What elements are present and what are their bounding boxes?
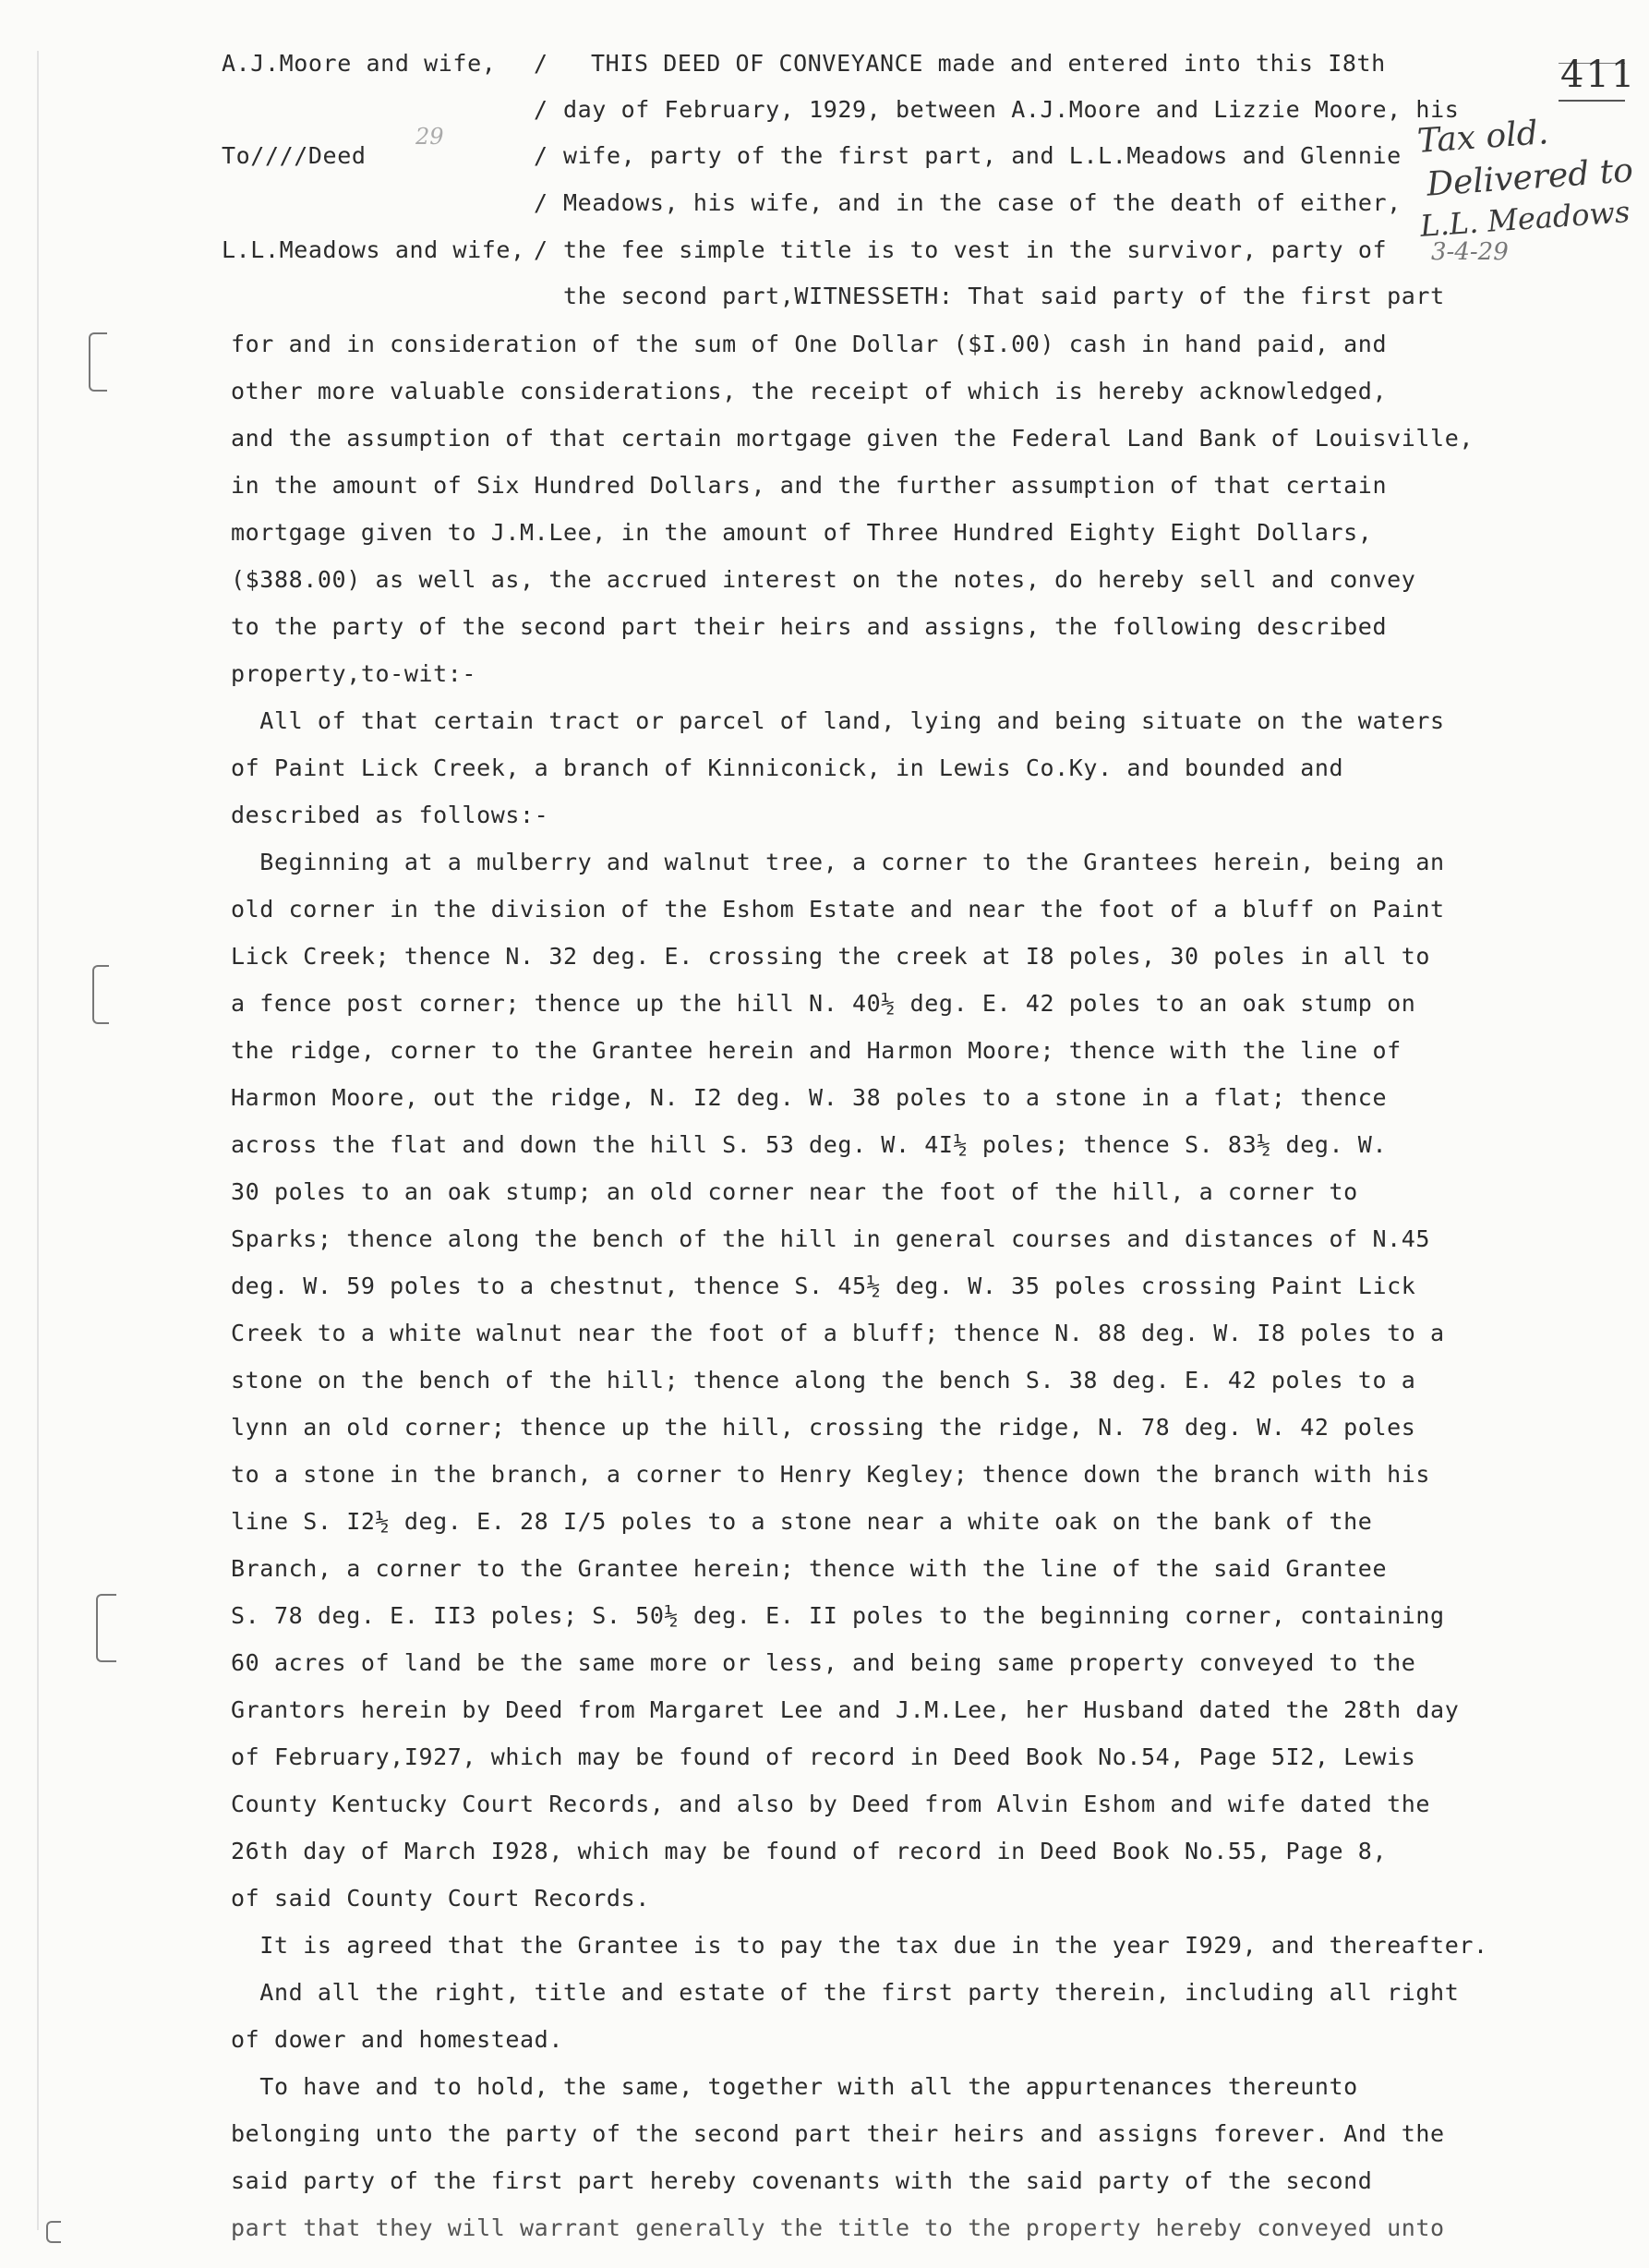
deed-body-line: of dower and homestead. (231, 2026, 563, 2053)
deed-body-line: for and in consideration of the sum of One Dollar ($I.00) cash in hand paid, and (231, 331, 1388, 357)
deed-body-line: of February,I927, which may be found of record in Deed Book No.54, Page 5I2, Lewis (231, 1743, 1416, 1770)
deed-body-line: lynn an old corner; thence up the hill, crossing the ridge, N. 78 deg. W. 42 poles (231, 1414, 1416, 1441)
deed-body-line: line S. I2½ deg. E. 28 I/5 poles to a stone near a white oak on the bank of the (231, 1508, 1373, 1535)
margin-note-line: 3-4-29 (1431, 238, 1509, 266)
deed-body-line: to the party of the second part their heirs and assigns, the following described (231, 613, 1388, 640)
deed-body-line: Grantors herein by Deed from Margaret Lee and J.M.Lee, her Husband dated the 28th day (231, 1696, 1460, 1723)
deed-body-line: property,to-wit:- (231, 660, 477, 687)
deed-body-line: S. 78 deg. E. II3 poles; S. 50½ deg. E. II poles to the beginning corner, containing (231, 1602, 1445, 1629)
deed-body-line: belonging unto the party of the second part their heirs and assigns forever. And the (231, 2120, 1445, 2147)
column-separator: / (534, 50, 548, 77)
margin-note-line: Tax old. (1415, 114, 1550, 161)
instrument-caption: To////Deed (222, 142, 367, 169)
deed-body-line: Sparks; thence along the bench of the hill in general courses and distances of N.45 (231, 1225, 1431, 1252)
header-line: the second part,WITNESSETH: That said party of the first part (563, 283, 1445, 309)
grantee-caption: L.L.Meadows and wife, (222, 236, 525, 263)
column-separator: / (534, 96, 548, 123)
deed-body-line: It is agreed that the Grantee is to pay the tax due in the year I929, and thereafter. (231, 1932, 1488, 1959)
deed-body-line: to a stone in the branch, a corner to Henry Kegley; thence down the branch with his (231, 1461, 1431, 1488)
margin-bracket (92, 965, 109, 1024)
deed-body-line: To have and to hold, the same, together with all the appurtenances thereunto (231, 2073, 1358, 2100)
deed-body-line: across the flat and down the hill S. 53 deg. W. 4I½ poles; thence S. 83½ deg. W. (231, 1131, 1388, 1158)
deed-body-line: in the amount of Six Hundred Dollars, and the further assumption of that certain (231, 472, 1388, 499)
header-line: the fee simple title is to vest in the survivor, party of (563, 236, 1388, 263)
deed-body-line: and the assumption of that certain mortgage given the Federal Land Bank of Louisville, (231, 425, 1474, 452)
deed-body-line: Lick Creek; thence N. 32 deg. E. crossing the creek at I8 poles, 30 poles in all to (231, 943, 1431, 970)
header-line: wife, party of the first part, and L.L.Meadows and Glennie (563, 142, 1402, 169)
margin-bracket (89, 332, 107, 392)
deed-body-line: old corner in the division of the Eshom Estate and near the foot of a bluff on Paint (231, 896, 1445, 923)
column-separator: / (534, 189, 548, 216)
deed-body-line: 60 acres of land be the same more or less, and being same property conveyed to the (231, 1649, 1416, 1676)
deed-body-line: All of that certain tract or parcel of land, lying and being situate on the waters (231, 707, 1445, 734)
deed-body-line: And all the right, title and estate of the first party therein, including all right (231, 1979, 1460, 2006)
deed-body-line: mortgage given to J.M.Lee, in the amount of Three Hundred Eighty Eight Dollars, (231, 519, 1373, 546)
margin-bracket (96, 1594, 116, 1662)
pencil-mark: 29 (415, 124, 444, 150)
deed-body-line: Beginning at a mulberry and walnut tree, a corner to the Grantees herein, being an (231, 849, 1445, 875)
deed-body-line: a fence post corner; thence up the hill N. 40½ deg. E. 42 poles to an oak stump on (231, 990, 1416, 1017)
deed-body-line: the ridge, corner to the Grantee herein and Harmon Moore; thence with the line of (231, 1037, 1402, 1064)
deed-body-line: of Paint Lick Creek, a branch of Kinniconick, in Lewis Co.Ky. and bounded and (231, 754, 1344, 781)
deed-body-line: other more valuable considerations, the receipt of which is hereby acknowledged, (231, 378, 1388, 404)
deed-body-line: Branch, a corner to the Grantee herein; thence with the line of the said Grantee (231, 1555, 1388, 1582)
deed-body-line: Creek to a white walnut near the foot of a bluff; thence N. 88 deg. W. I8 poles to a (231, 1320, 1445, 1346)
grantor-caption: A.J.Moore and wife, (222, 50, 497, 77)
column-separator: / (534, 142, 548, 169)
page-number-underline (1559, 100, 1625, 102)
deed-body-line: ($388.00) as well as, the accrued interest on the notes, do hereby sell and convey (231, 566, 1416, 593)
deed-body-line: deg. W. 59 poles to a chestnut, thence S. 45½ deg. W. 35 poles crossing Paint Lick (231, 1273, 1416, 1299)
page-number: 411 (1560, 54, 1637, 96)
deed-body-line: of said County Court Records. (231, 1885, 650, 1912)
header-line: day of February, 1929, between A.J.Moore and Lizzie Moore, his (563, 96, 1460, 123)
header-line: Meadows, his wife, and in the case of the death of either, (563, 189, 1402, 216)
deed-body-line: described as follows:- (231, 802, 549, 828)
deed-body-line: 26th day of March I928, which may be found of record in Deed Book No.55, Page 8, (231, 1838, 1388, 1864)
deed-body-line: stone on the bench of the hill; thence along the bench S. 38 deg. E. 42 poles to a (231, 1367, 1416, 1393)
deed-body-line: 30 poles to an oak stump; an old corner near the foot of the hill, a corner to (231, 1178, 1358, 1205)
scan-edge-line (37, 51, 39, 2230)
margin-bracket (46, 2221, 61, 2243)
header-line: THIS DEED OF CONVEYANCE made and entered into this I8th (591, 50, 1386, 77)
margin-note-line: Delivered to (1425, 151, 1635, 204)
margin-note-line: L.L. Meadows (1418, 194, 1631, 244)
deed-body-line: said party of the first part hereby covenants with the said party of the second (231, 2167, 1373, 2194)
deed-body-line: Harmon Moore, out the ridge, N. I2 deg. W. 38 poles to a stone in a flat; thence (231, 1084, 1388, 1111)
column-separator: / (534, 236, 548, 263)
deed-body-line: part that they will warrant generally the title to the property hereby conveyed unto (231, 2214, 1445, 2241)
deed-body-line: County Kentucky Court Records, and also by Deed from Alvin Eshom and wife dated the (231, 1791, 1431, 1817)
